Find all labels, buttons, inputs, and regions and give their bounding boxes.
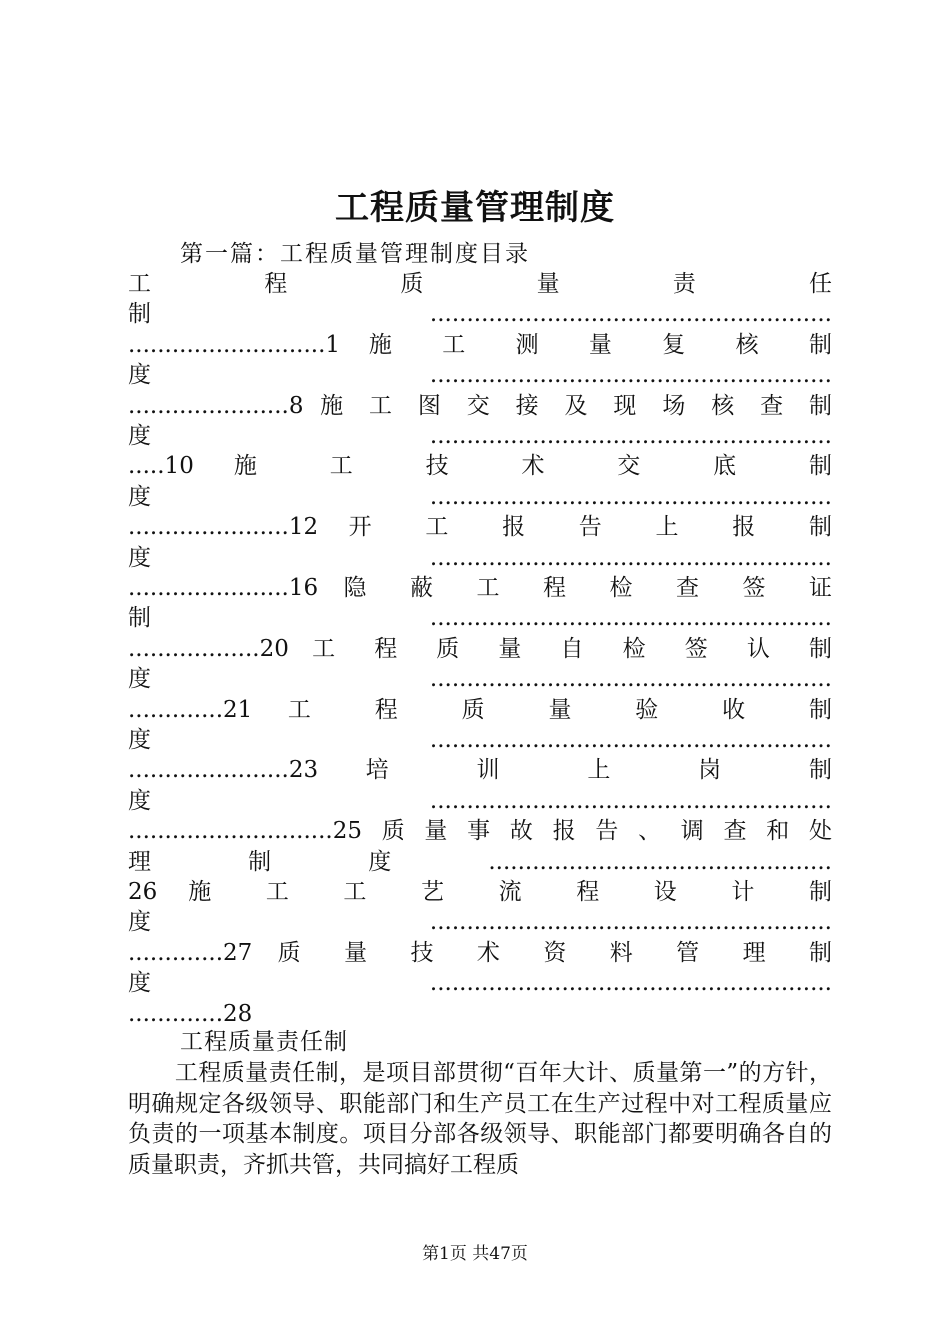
toc-line: .............21 工 程 质 量 验 收 制 (128, 696, 832, 723)
toc-line: .............27 质 量 技 术 资 料 管 理 制 (128, 939, 832, 966)
toc-line: ...........................1 施 工 测 量 复 核 制 (128, 331, 832, 358)
toc-line: ......................23 培 训 上 岗 制 (128, 757, 832, 784)
toc-line: 度....................................................... (128, 727, 832, 753)
toc-line: 工 程 质 量 责 任 (128, 271, 832, 297)
toc-line: 度....................................................... (128, 544, 832, 571)
toc-line: 度....................................................... (128, 666, 832, 693)
toc-line: ..................20 工 程 质 量 自 检 签 认 制 (128, 635, 832, 662)
toc-line: 度....................................................... (128, 423, 832, 449)
toc-line: 度....................................................... (128, 970, 832, 997)
section-heading: 工程质量责任制 (180, 1029, 348, 1055)
toc-line: .............28 (128, 1000, 253, 1027)
toc-line: 理制度............................................... (128, 848, 832, 875)
toc-line: .....10 施 工 技 术 交 底 制 (128, 453, 832, 480)
toc-line: ......................12 开 工 报 告 上 报 制 (128, 514, 832, 541)
document-subtitle: 第一篇：工程质量管理制度目录 (180, 241, 530, 267)
toc-line: ......................8 施 工 图 交 接 及 现 场 核 查 制 (128, 392, 832, 419)
toc-line: ............................25质量事故报告、调查和处 (128, 818, 832, 845)
toc-line: 度....................................................... (128, 909, 832, 936)
toc-line: 制....................................................... (128, 605, 832, 632)
toc-line: 度....................................................... (128, 483, 832, 510)
toc-line: 制....................................................... (128, 301, 832, 328)
document-title: 工程质量管理制度 (335, 188, 615, 228)
body-paragraph: 工程质量责任制，是项目部贯彻“百年大计、质量第一”的方针，明确规定各级领导、职能部门和生产员工在生产过程中对工程质量应负责的一项基本制度。项目分部各级领导、职能部门都要明确各自的质量职责，齐抓共管，共同搞好工程质 (128, 1060, 832, 1178)
toc-line: 26 施 工 工 艺 流 程 设 计 制 (128, 879, 832, 905)
toc-line: ......................16 隐 蔽 工 程 检 查 签 证 (128, 575, 832, 601)
page-footer: 第1页 共47页 (422, 1244, 528, 1264)
toc-line: 度....................................................... (128, 362, 832, 389)
toc-line: 度....................................................... (128, 787, 832, 814)
